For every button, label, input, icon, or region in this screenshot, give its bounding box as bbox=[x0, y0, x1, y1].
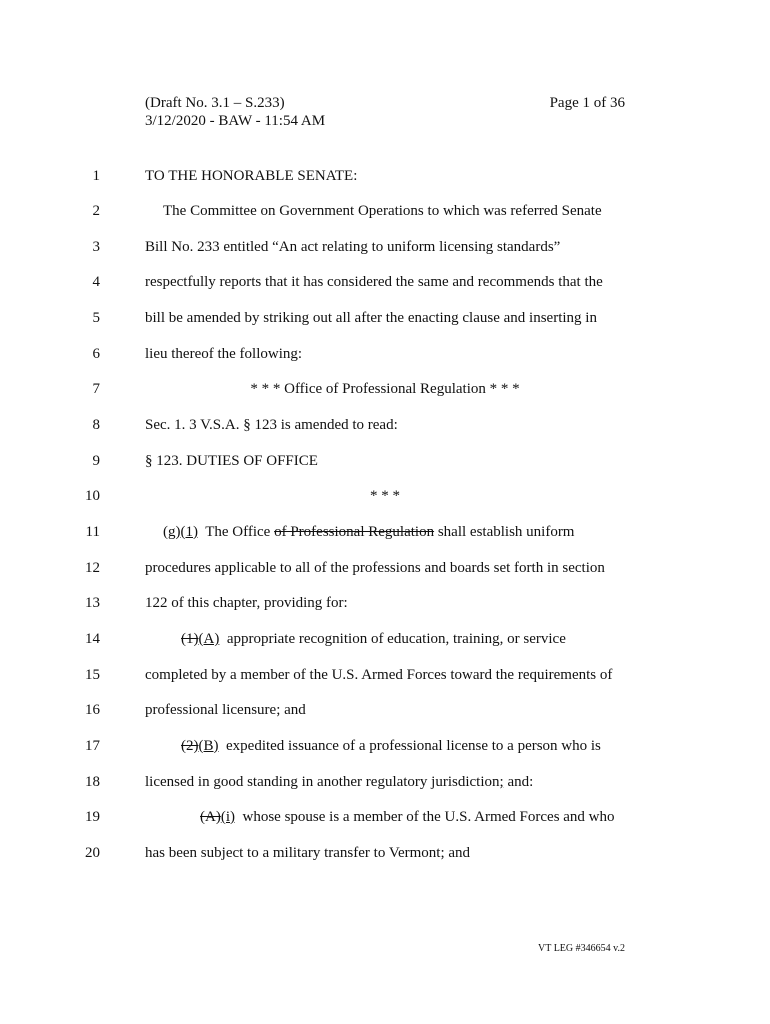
line-number: 10 bbox=[85, 488, 100, 504]
line-17 bbox=[0, 735, 770, 757]
line-number: 1 bbox=[92, 168, 100, 184]
text: licensed in good standing in another regulatory jurisdiction bbox=[145, 774, 500, 790]
line-text: Sec. 1. 3 V.S.A. § 123 is amended to read: bbox=[145, 417, 398, 433]
line-number: 2 bbox=[92, 203, 100, 219]
draft-date: 3/12/2020 - BAW - 11:54 AM bbox=[145, 113, 326, 129]
line-text: procedures applicable to all of the professions and boards set forth in section bbox=[145, 560, 605, 576]
line-number: 20 bbox=[85, 845, 100, 861]
text: and: bbox=[503, 774, 534, 790]
deleted-text: (A) bbox=[200, 809, 221, 825]
line-13 bbox=[0, 592, 770, 614]
inserted-text: (B) bbox=[198, 738, 219, 754]
line-text: lieu thereof the following: bbox=[145, 346, 303, 362]
line-19 bbox=[0, 806, 770, 828]
deleted-text: (2) bbox=[181, 738, 199, 754]
line-number: 7 bbox=[92, 381, 100, 397]
line-16 bbox=[0, 699, 770, 721]
line-9 bbox=[0, 450, 770, 472]
line-number: 15 bbox=[85, 667, 100, 683]
line-number: 12 bbox=[85, 560, 100, 576]
inserted-text: (i) bbox=[220, 809, 235, 825]
deleted-text: of Professional Regulation bbox=[274, 524, 435, 540]
line-text bbox=[181, 735, 601, 757]
line-number: 17 bbox=[85, 738, 100, 754]
line-number: 11 bbox=[85, 524, 100, 540]
line-text: 122 of this chapter, providing for: bbox=[145, 595, 348, 611]
text: The Office bbox=[198, 524, 275, 540]
line-7 bbox=[0, 378, 770, 400]
line-text: * * * bbox=[370, 488, 400, 504]
line-11 bbox=[0, 521, 770, 543]
line-number: 19 bbox=[85, 809, 100, 825]
line-15 bbox=[0, 664, 770, 686]
line-14 bbox=[0, 628, 770, 650]
text: shall establish uniform bbox=[434, 524, 575, 540]
section-heading: * * * Office of Professional Regulation * * * bbox=[250, 381, 520, 397]
inserted-text: ; bbox=[499, 774, 504, 790]
deleted-text: (1) bbox=[181, 631, 199, 647]
inserted-text: (A) bbox=[198, 631, 220, 647]
line-text bbox=[200, 806, 615, 828]
text: appropriate recognition of education, training, or service bbox=[219, 631, 566, 647]
text: (g) bbox=[163, 524, 181, 540]
line-number: 5 bbox=[92, 310, 100, 326]
line-20 bbox=[0, 842, 770, 864]
line-4 bbox=[0, 271, 770, 293]
line-text bbox=[163, 521, 574, 543]
line-18 bbox=[0, 771, 770, 793]
line-number: 14 bbox=[85, 631, 100, 647]
line-number: 6 bbox=[92, 346, 100, 362]
line-text: bill be amended by striking out all after the enacting clause and inserting in bbox=[145, 310, 597, 326]
line-6 bbox=[0, 343, 770, 365]
line-number: 3 bbox=[92, 239, 100, 255]
line-text: § 123. DUTIES OF OFFICE bbox=[145, 453, 318, 469]
line-12 bbox=[0, 557, 770, 579]
line-number: 8 bbox=[92, 417, 100, 433]
line-text: TO THE HONORABLE SENATE: bbox=[145, 168, 358, 184]
line-number: 9 bbox=[92, 453, 100, 469]
line-number: 18 bbox=[85, 774, 100, 790]
line-5 bbox=[0, 307, 770, 329]
draft-number: (Draft No. 3.1 – S.233) bbox=[145, 95, 285, 111]
line-10 bbox=[0, 485, 770, 507]
inserted-text: (1) bbox=[180, 524, 198, 540]
line-text: respectfully reports that it has considered the same and recommends that the bbox=[145, 274, 603, 290]
line-text: The Committee on Government Operations to which was referred Senate bbox=[163, 203, 602, 219]
line-8 bbox=[0, 414, 770, 436]
line-number: 4 bbox=[92, 274, 100, 290]
text: whose spouse is a member of the U.S. Armed Forces and who bbox=[235, 809, 615, 825]
line-text: completed by a member of the U.S. Armed Forces toward the requirements of bbox=[145, 667, 613, 683]
line-3 bbox=[0, 236, 770, 258]
line-text bbox=[145, 771, 533, 793]
line-2 bbox=[0, 200, 770, 222]
page-indicator: Page 1 of 36 bbox=[549, 95, 625, 111]
document-id-footer: VT LEG #346654 v.2 bbox=[538, 943, 625, 954]
line-text: Bill No. 233 entitled “An act relating to uniform licensing standards” bbox=[145, 239, 561, 255]
text: expedited issuance of a professional license to a person who is bbox=[218, 738, 601, 754]
line-number: 13 bbox=[85, 595, 100, 611]
line-text: has been subject to a military transfer to Vermont; and bbox=[145, 845, 471, 861]
line-number: 16 bbox=[85, 702, 100, 718]
line-text: professional licensure; and bbox=[145, 702, 306, 718]
line-text bbox=[181, 628, 566, 650]
line-1 bbox=[0, 165, 770, 187]
draft-header bbox=[145, 94, 325, 130]
